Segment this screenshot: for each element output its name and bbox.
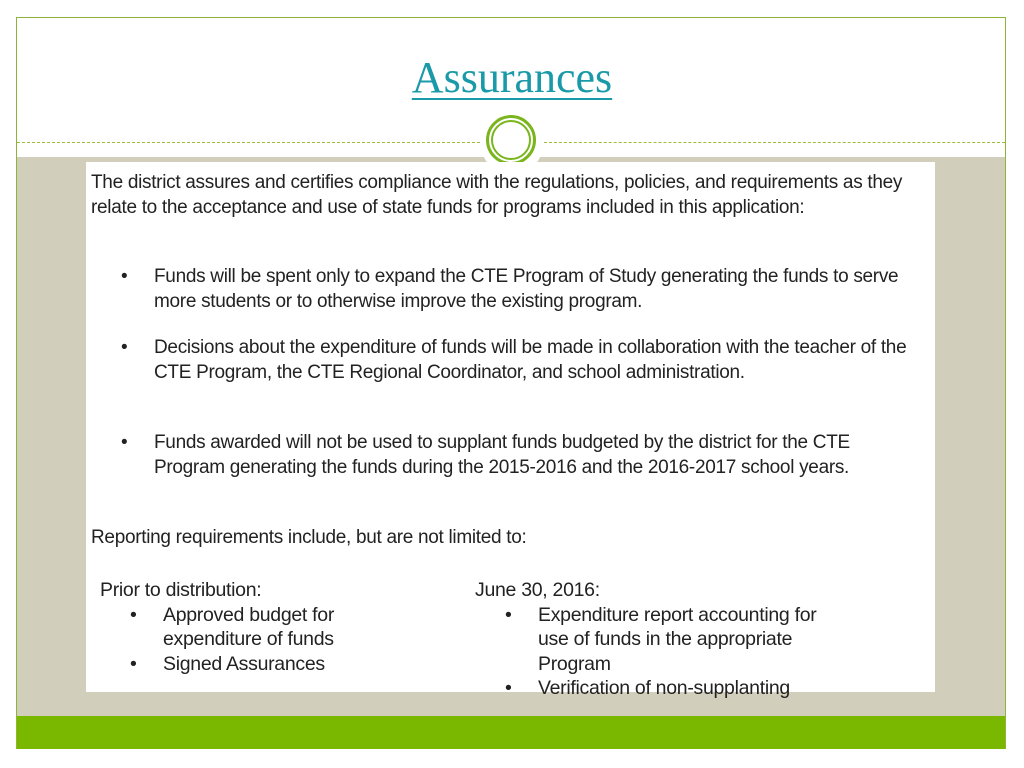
bullet-item: Funds will be spent only to expand the CTE Program of Study generating the funds to serve more students or to otherwise improve the existing program. [154,266,899,312]
footer-bar [17,716,1005,749]
bullet-item: Funds awarded will not be used to supplant funds budgeted by the district for the CTE Program generating the funds during the 2015-2016 and the 2016-2017 school years. [154,432,850,478]
bullet-marker: • [121,432,128,453]
list-item: Signed Assurances [163,652,325,675]
right-column [475,578,925,701]
bullet-marker: • [130,603,137,626]
bullet-item: Decisions about the expenditure of funds will be made in collaboration with the teacher of the CTE Program, the CTE Regional Coordinator, and school administration. [154,337,907,383]
bullet-marker: • [121,266,128,287]
bullet-marker: • [121,337,128,358]
circle-ornament-icon [486,115,536,165]
bullet-marker: • [505,677,512,699]
bullet-marker: • [130,652,137,675]
content-box [86,162,935,699]
header-divider-left [17,142,480,143]
slide-title: Assurances [411,53,613,102]
right-column-heading: June 30, 2016: [475,579,600,601]
left-column-heading: Prior to distribution: [100,579,262,601]
header-divider-right [544,142,1005,143]
left-column [100,578,430,676]
intro-text: The district assures and certifies compliance with the regulations, policies, and requirements as they relate to the acceptance and use of state funds for programs included in this application: [91,172,903,218]
reporting-text: Reporting requirements include, but are not limited to: [91,527,527,548]
bullet-marker: • [505,603,512,626]
list-item: Expenditure report accounting for use of funds in the appropriate Program [538,603,817,675]
list-item: Approved budget for expenditure of funds [163,603,335,650]
list-item: Verification of non-supplanting [538,677,790,699]
